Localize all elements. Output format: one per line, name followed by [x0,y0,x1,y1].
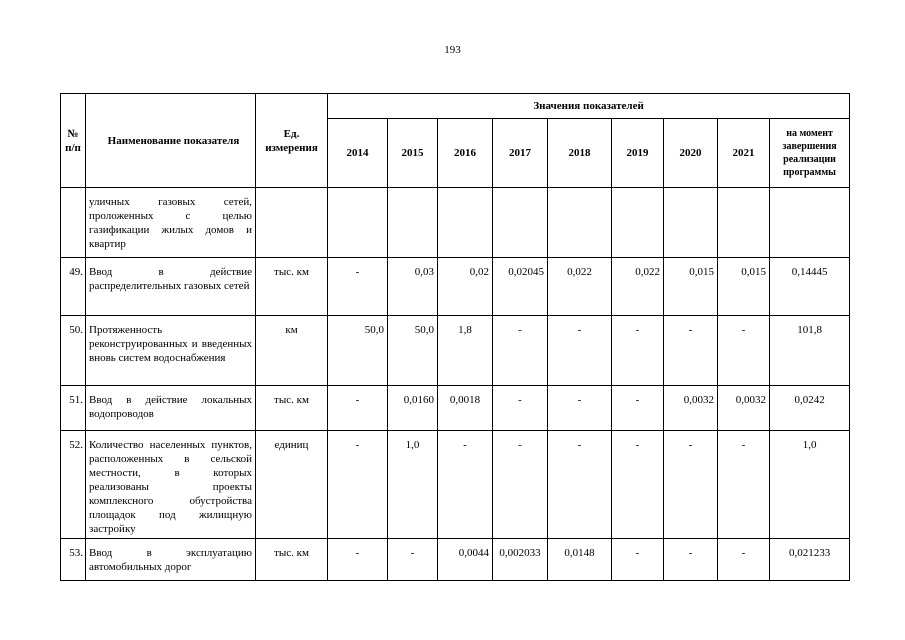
unit-cell: тыс. км [256,539,328,581]
header-year: 2021 [718,119,770,188]
value-cell [718,188,770,258]
table-row [61,258,850,316]
value-cell [328,188,388,258]
header-row-group [61,94,850,119]
value-cell: 0,0044 [438,539,493,581]
value-cell: - [612,431,664,539]
indicator-name: Ввод в действие локальных водопроводов [86,386,256,431]
value-cell [612,188,664,258]
final-value-cell: 1,0 [770,431,850,539]
value-cell: - [548,386,612,431]
indicator-name: уличных газовых сетей, проложенных с целью газификации жилых домов и квартир [86,188,256,258]
value-cell: 0,002033 [493,539,548,581]
value-cell: - [493,316,548,386]
table-header [61,94,850,188]
header-year: 2017 [493,119,548,188]
value-cell: - [718,539,770,581]
value-cell: - [612,539,664,581]
value-cell: 1,8 [438,316,493,386]
row-number: 50. [61,316,86,386]
final-value-cell [770,188,850,258]
value-cell: 1,0 [388,431,438,539]
value-cell: - [328,386,388,431]
header-values-group: Значения показателей [328,94,850,119]
value-cell: - [388,539,438,581]
row-number: 53. [61,539,86,581]
indicators-table [60,93,850,581]
value-cell: - [612,386,664,431]
value-cell: 0,015 [718,258,770,316]
value-cell: 50,0 [388,316,438,386]
header-year: 2018 [548,119,612,188]
unit-cell: тыс. км [256,386,328,431]
row-number: 51. [61,386,86,431]
value-cell: - [493,431,548,539]
header-unit: Ед. измерения [256,94,328,188]
unit-cell: км [256,316,328,386]
header-year: 2019 [612,119,664,188]
value-cell [388,188,438,258]
value-cell: 0,0018 [438,386,493,431]
value-cell: 0,02045 [493,258,548,316]
value-cell: 0,015 [664,258,718,316]
value-cell: 0,022 [548,258,612,316]
header-year: 2015 [388,119,438,188]
unit-cell: единиц [256,431,328,539]
value-cell: 0,02 [438,258,493,316]
row-number: 49. [61,258,86,316]
indicator-name: Ввод в эксплуатацию автомобильных дорог [86,539,256,581]
indicator-name: Протяженность реконструированных и введенных вновь систем водоснабжения [86,316,256,386]
value-cell: 0,0160 [388,386,438,431]
value-cell: - [548,316,612,386]
final-value-cell: 101,8 [770,316,850,386]
header-year: 2016 [438,119,493,188]
unit-cell [256,188,328,258]
value-cell: - [664,316,718,386]
final-value-cell: 0,14445 [770,258,850,316]
row-number: 52. [61,431,86,539]
value-cell [493,188,548,258]
table-row [61,188,850,258]
table-body [61,188,850,581]
value-cell: 0,0148 [548,539,612,581]
table-row [61,386,850,431]
value-cell: - [664,539,718,581]
value-cell: 50,0 [328,316,388,386]
page-number: 193 [444,44,461,56]
value-cell: - [328,431,388,539]
value-cell: 0,03 [388,258,438,316]
final-value-cell: 0,021233 [770,539,850,581]
header-year: 2014 [328,119,388,188]
header-final-value: на момент завершения реализации программы [770,119,850,188]
table-row [61,539,850,581]
table-row [61,316,850,386]
unit-cell: тыс. км [256,258,328,316]
value-cell: 0,0032 [718,386,770,431]
value-cell: 0,022 [612,258,664,316]
indicator-name: Количество населенных пунктов, расположенных в сельской местности, в которых реализованы проекты комплексного обустройства площадок под жилищную застройку [86,431,256,539]
value-cell: - [328,258,388,316]
header-indicator-name: Наименование показателя [86,94,256,188]
value-cell [548,188,612,258]
value-cell: - [493,386,548,431]
value-cell: - [664,431,718,539]
value-cell: - [718,316,770,386]
table-row [61,431,850,539]
value-cell: 0,0032 [664,386,718,431]
value-cell: - [718,431,770,539]
header-year: 2020 [664,119,718,188]
value-cell: - [328,539,388,581]
final-value-cell: 0,0242 [770,386,850,431]
indicator-name: Ввод в действие распределительных газовых сетей [86,258,256,316]
row-number [61,188,86,258]
value-cell: - [438,431,493,539]
value-cell: - [612,316,664,386]
value-cell [664,188,718,258]
value-cell [438,188,493,258]
value-cell: - [548,431,612,539]
header-number: № п/п [61,94,86,188]
